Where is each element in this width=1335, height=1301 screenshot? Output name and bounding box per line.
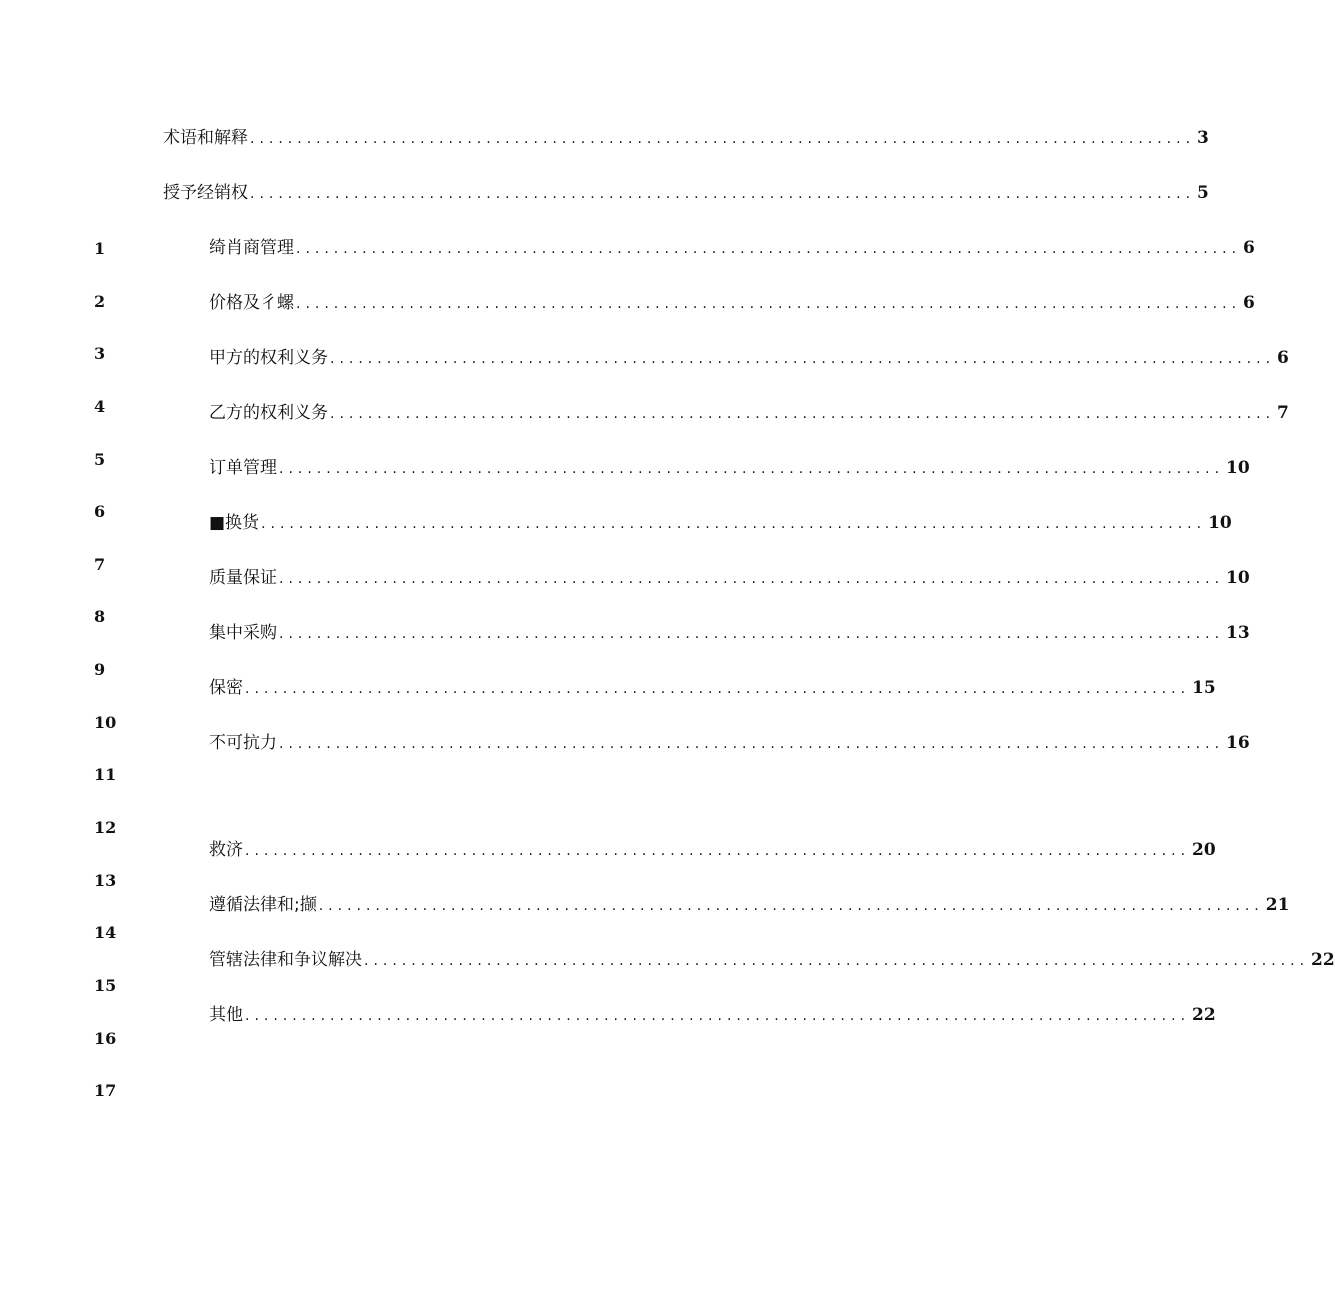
toc-entry[interactable] <box>209 838 1216 863</box>
toc-leader: .................................................................................................... <box>250 131 1196 147</box>
toc-entry[interactable] <box>209 676 1216 701</box>
toc-entry-title: 绮肖商管理 <box>209 238 294 258</box>
line-number: 1 <box>94 239 106 258</box>
toc-leader: .................................................................................................... <box>296 296 1242 312</box>
line-number: 5 <box>94 450 106 469</box>
toc-entry-title: 救济 <box>209 840 243 860</box>
toc-entry-page: 6 <box>1277 348 1289 368</box>
line-number: 2 <box>94 292 106 311</box>
toc-entry-page: 10 <box>1226 458 1250 478</box>
toc-entry-page: 21 <box>1265 895 1290 915</box>
line-number: 6 <box>94 502 106 521</box>
toc-entry[interactable] <box>209 511 1232 536</box>
toc-entry-title: ■换货 <box>209 513 260 533</box>
line-number: 7 <box>94 555 106 574</box>
toc-entry-title: 其他 <box>209 1005 243 1025</box>
toc-entry-title: 遵循法律和;撷 <box>209 895 317 915</box>
toc-entry[interactable] <box>209 948 1335 973</box>
toc-entry-page: 5 <box>1197 183 1209 203</box>
toc-leader: .................................................................................................... <box>279 571 1225 587</box>
toc-entry[interactable] <box>209 621 1250 646</box>
toc-entry-title: 授予经销权 <box>163 183 248 203</box>
toc-leader: .................................................................................................... <box>318 898 1264 914</box>
line-number: 13 <box>94 871 117 890</box>
line-number: 4 <box>94 397 106 416</box>
toc-leader: .................................................................................................... <box>279 736 1225 752</box>
toc-leader: .................................................................................................... <box>296 241 1242 257</box>
toc-entry-page: 20 <box>1192 840 1216 860</box>
toc-entry-page: 22 <box>1192 1005 1216 1025</box>
line-number: 15 <box>94 976 117 995</box>
toc-entry[interactable] <box>209 1003 1216 1028</box>
toc-leader: .................................................................................................... <box>245 1008 1191 1024</box>
toc-leader: .................................................................................................... <box>330 406 1276 422</box>
line-number: 8 <box>94 607 106 626</box>
line-number: 14 <box>94 923 117 942</box>
toc-entry-page: 16 <box>1226 733 1250 753</box>
toc-leader: .................................................................................................... <box>364 953 1310 969</box>
toc-entry[interactable] <box>209 456 1250 481</box>
toc-entry-page: 7 <box>1277 403 1289 423</box>
toc-entry-page: 10 <box>1226 568 1250 588</box>
toc-entry-title: 术语和解释 <box>163 128 248 148</box>
toc-entry-title: 乙方的权利义务 <box>209 403 328 423</box>
line-number: 16 <box>94 1029 117 1048</box>
toc-entry[interactable] <box>163 181 1209 206</box>
toc-entry[interactable] <box>209 401 1289 426</box>
toc-leader: .................................................................................................... <box>261 516 1207 532</box>
toc-entry-page: 6 <box>1243 293 1255 313</box>
toc-entry[interactable] <box>163 126 1209 151</box>
toc-entry-title: 价格及彳螺 <box>209 293 294 313</box>
toc-entry[interactable] <box>209 346 1289 371</box>
line-number: 17 <box>94 1081 117 1100</box>
toc-entry-title: 集中采购 <box>209 623 277 643</box>
toc-leader: .................................................................................................... <box>250 186 1196 202</box>
toc-leader: .................................................................................................... <box>279 626 1225 642</box>
toc-entry-title: 质量保证 <box>209 568 277 588</box>
toc-entry-title: 保密 <box>209 678 243 698</box>
toc-leader: .................................................................................................... <box>245 843 1191 859</box>
line-number: 10 <box>94 713 117 732</box>
toc-entry-title: 订单管理 <box>209 458 277 478</box>
line-number: 9 <box>94 660 106 679</box>
toc-leader: .................................................................................................... <box>330 351 1276 367</box>
toc-entry-page: 10 <box>1208 513 1232 533</box>
toc-entry[interactable] <box>209 566 1250 591</box>
toc-entry[interactable] <box>209 236 1255 261</box>
toc-entry-title: 不可抗力 <box>209 733 277 753</box>
toc-entry-title: 管辖法律和争议解决 <box>209 950 362 970</box>
toc-entry-page: 15 <box>1192 678 1216 698</box>
toc-entry-title: 甲方的权利义务 <box>209 348 328 368</box>
line-number: 11 <box>94 765 117 784</box>
toc-entry-page: 13 <box>1226 623 1250 643</box>
toc-leader: .................................................................................................... <box>279 461 1225 477</box>
line-number: 12 <box>94 818 117 837</box>
toc-entry-page: 6 <box>1243 238 1255 258</box>
toc-leader: .................................................................................................... <box>245 681 1191 697</box>
toc-entry-page: 22 <box>1311 950 1335 970</box>
toc-entry[interactable] <box>209 893 1290 918</box>
toc-entry[interactable] <box>209 731 1250 756</box>
toc-entry-page: 3 <box>1197 128 1209 148</box>
line-number: 3 <box>94 344 106 363</box>
toc-entry[interactable] <box>209 291 1255 316</box>
